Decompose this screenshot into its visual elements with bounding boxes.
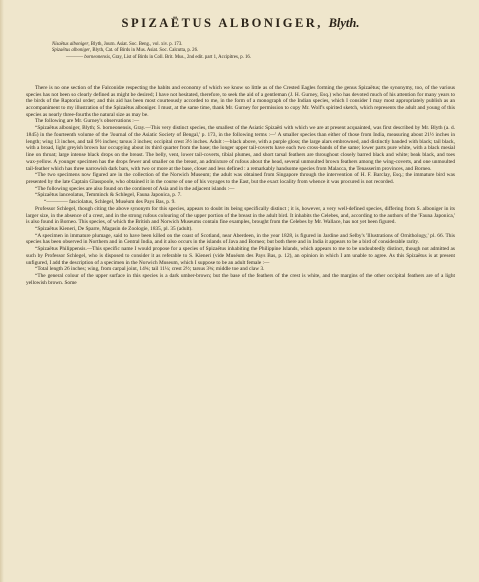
paragraph: “The two specimens now figured are in the collection of the Norwich Museum; the adult was obtained from Singapore through the intervention of H. F. Barclay, Esq.; the immature bird was presented by the late Captain Glasspoole, who obtained it in the course of one of his voyages to the East, but the exact locality from whence it was procured is not recorded. <box>26 172 455 185</box>
paragraph: “Total length 26 inches; wing, from carpal joint, 14¾; tail 11¼; crest 2½; tarsus 3¾; middle toe and claw 3. <box>35 266 265 273</box>
paragraph: “The general colour of the upper surface in this species is a dark umber-brown; but the base of the feathers of the crest is white, and the margins of the other occipital feathers are of a light yellowish brown. Some <box>26 273 455 286</box>
paragraph: “A specimen in immature plumage, said to have been killed on the coast of Scotland, near Aberdeen, in the year 1828, is figured in Jardine and Selby's 'Illustrations of Ornithology,' pl. 66. This species has been observed in Northern and in Central India, and it also occurs in the islands of Java and Borneo; but both there and in India it appears to be a bird of considerable rarity. <box>26 232 455 246</box>
paragraph: “Spizaëtus Philippensis.—This specific name I would propose for a species of Spizaëtus inhabiting the Philippine Islands, which appears to me to be undoubtedly distinct, though not admitted as such by Professor Schlegel, who is disposed to consider it as referable to S. Kieneri (vide Muséum des Pays Bas, p. 12), an opinion in which I am unable to agree. As this Spizaëtus is at present unfigured, I add the description of a specimen in the Norwich Museum, which I suppose to be an adult female :— <box>26 246 455 266</box>
synonym-line: Nisaëtus alboniger, Blyth, Journ. Asiat. Soc. Beng., vol. xiv. p. 173. <box>52 42 183 47</box>
paragraph: There is no one section of the Falconidæ respecting the habits and economy of which we know so little as of the Crested Eagles forming the genus Spizaëtus; the synonymy, too, of the various species has not been so clearly defined as might be desired; I have not hesitated, therefore, to seek the aid of a gentleman (J. H. Gurney, Esq.) who has devoted much of his attention for many years to the birds of the Raptorial order; and this aid has been most courteously accorded to me, in the form of a monograph of the Indian species, which I consider I may most appropriately publish as an accompaniment to my illustration of the Spizaëtus alboniger. I must, at the same time, thank Mr. Gurney for permission to copy Mr. Wolf's spirited sketch, which represents the adult and young of this species as nearly three-fourths the natural size as may be. <box>26 84 455 118</box>
synonymy-list <box>52 42 455 61</box>
paragraph: “Spizaëtus Kieneri, De Sparre, Magasin de Zoologie, 1835, pl. 35 (adult). <box>35 225 193 232</box>
paragraph: “Spizaëtus lanceolatus, Temminck & Schlegel, Fauna Japonica, p. 7. <box>35 192 182 199</box>
paragraph: Professor Schlegel, though citing the above synonym for this species, appears to doubt its being specifically distinct ; it is, however, a very well-defined species, differing from S. alboniger in its larger size, in the absence of a crest, and in the strong rufous colouring of the upper portion of the breast in the adult bird. It inhabits the Celebes, and, according to the authors of the 'Fauna Japonica,' is also found in Borneo. This species, of which the British and Norwich Museums contain fine examples, brought from the Celebes by Mr. Wallace, has not yet been figured. <box>26 205 455 226</box>
title-author: Blyth. <box>328 16 360 30</box>
paragraph: “The following species are also found on the continent of Asia and in the adjacent islands :— <box>35 185 235 192</box>
paragraph: “Spizaëtus alboniger, Blyth; S. borneonensis, Gray.—This very distinct species, the smallest of the Asiatic Spizaëti with which we are at present acquainted, was first described by Mr. Blyth (a. d. 1845) in the fourteenth volume of the 'Journal of the Asiatic Society of Bengal,' p. 173, in the following terms :—' A smaller species than either of those from India, measuring about 21½ inches in length; wing 13 inches, and tail 9½ inches; tarsus 3 inches; occipital crest 3½ inches. Adult :—black above, with a purple gloss; the large alars embrowned, and distinctly banded with black; tail black, with a broad, light greyish brown bar occupying about its third quarter from the base; the longer upper tail-coverts have each two cross-bands of the same; lower parts pure white, with a black mesial line on throat; large intense black drops on the breast. The belly, vent, lower tail-coverts, tibial plumes, and short tarsal feathers are throughout closely barred black and white; beak black, and toes wax-yellow. A younger specimen has the drops fewer and smaller on the breast, an admixture of rufous about the head, several unmoulted brown feathers among the wing-coverts, and one unmoulted tail-feather which has three narrowish dark bars, with two or more at the base, closer and less defined : a remarkably handsome species from Malacca, the Tenasserim provinces, and Borneo. <box>26 125 455 172</box>
paragraph: “———— fasciolatus, Schlegel, Muséum des Pays Bas, p. 9. <box>44 199 176 206</box>
page-gutter <box>0 0 4 582</box>
paragraph: The following are Mr. Gurney's observations :— <box>35 118 140 125</box>
synonym-line: ———— borneonensis, Gray, List of Birds in Coll. Brit. Mus., 2nd edit. part 1, Accipitres, p. 16. <box>66 54 252 60</box>
body-text <box>26 85 455 287</box>
synonym-line: Spizaëtus alboniger, Blyth, Cat. of Birds in Mus. Asiat. Soc. Calcutta, p. 26. <box>52 48 199 54</box>
title-species: SPIZAËTUS ALBONIGER, <box>121 16 323 30</box>
page-title <box>26 16 455 31</box>
